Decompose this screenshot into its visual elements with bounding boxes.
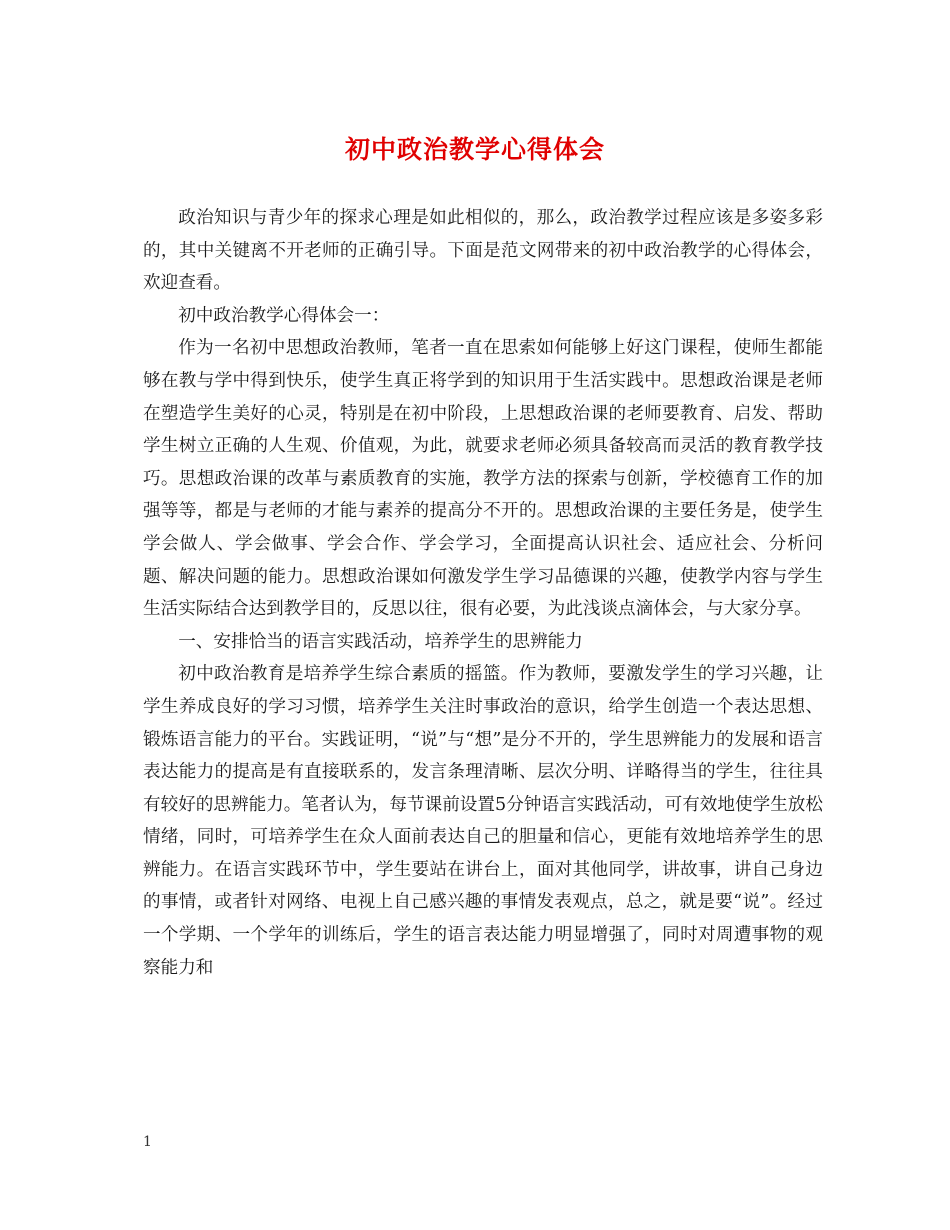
paragraph-intro: 政治知识与青少年的探求心理是如此相似的，那么，政治教学过程应该是多姿多彩的，其中关键离不开老师的正确引导。下面是范文网带来的初中政治教学的心得体会，欢迎查看。	[143, 208, 823, 294]
page-number: 1	[143, 1134, 152, 1150]
paragraph-section-heading-1: 初中政治教学心得体会一：	[178, 305, 390, 326]
paragraph-subheading-1: 一、安排恰当的语言实践活动，培养学生的思辨能力	[178, 631, 583, 652]
paragraph-body-1: 作为一名初中思想政治教师，笔者一直在思索如何能够上好这门课程，使师生都能够在教与学中得到快乐，使学生真正将学到的知识用于生活实践中。思想政治课是老师在塑造学生美好的心灵，特别是在初中阶段，上思想政治课的老师要教育、启发、帮助学生树立正确的人生观、价值观，为此，就要求老师必须具备较高而灵活的教育教学技巧。思想政治课的改革与素质教育的实施，教学方法的探索与创新，学校德育工作的加强等等，都是与老师的才能与素养的提高分不开的。思想政治课的主要任务是，使学生学会做人、学会做事、学会合作、学会学习，全面提高认识社会、适应社会、分析问题、解决问题的能力。思想政治课如何激发学生学习品德课的兴趣，使教学内容与学生生活实际结合达到教学目的，反思以往，很有必要，为此浅谈点滴体会，与大家分享。	[143, 338, 823, 620]
paragraph-body-2: 初中政治教育是培养学生综合素质的摇篮。作为教师，要激发学生的学习兴趣，让学生养成良好的学习习惯，培养学生关注时事政治的意识，给学生创造一个表达思想、锻炼语言能力的平台。实践证明，“说”与“想”是分不开的，学生思辨能力的发展和语言表达能力的提高是有直接联系的，发言条理清晰、层次分明、详略得当的学生，往往具有较好的思辨能力。笔者认为，每节课前设置5分钟语言实践活动，可有效地使学生放松情绪，同时，可培养学生在众人面前表达自己的胆量和信心，更能有效地培养学生的思辨能力。在语言实践环节中，学生要站在讲台上，面对其他同学，讲故事，讲自己身边的事情，或者针对网络、电视上自己感兴趣的事情发表观点，总之，就是要“说”。经过一个学期、一个学年的训练后，学生的语言表达能力明显增强了，同时对周遭事物的观察能力和	[143, 664, 823, 978]
document-body	[143, 202, 823, 984]
document-title: 初中政治教学心得体会	[344, 135, 605, 164]
